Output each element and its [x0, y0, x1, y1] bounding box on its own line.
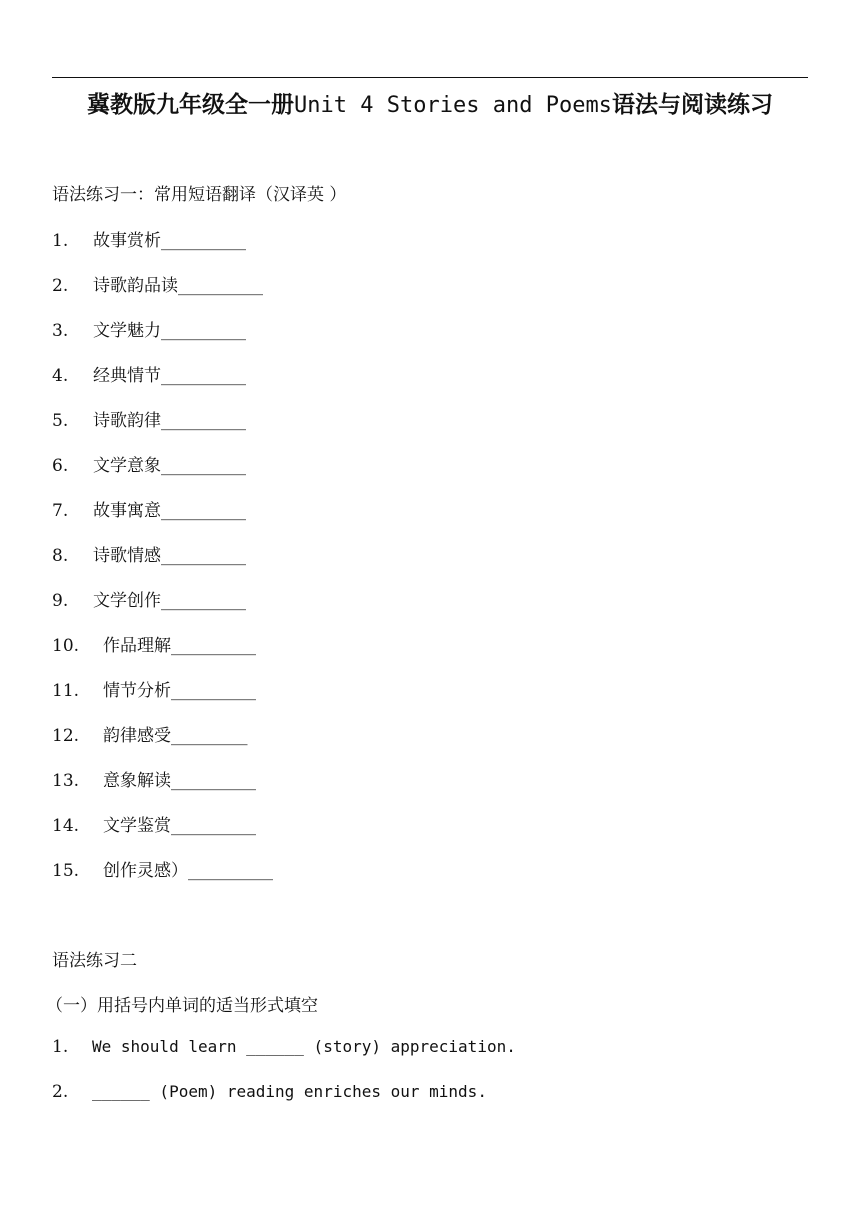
item-text: 故事赏析 — [93, 231, 161, 251]
item-number: 3. — [52, 321, 69, 341]
document-title — [0, 86, 860, 119]
item-text: 韵律感受 — [103, 726, 171, 746]
item-text: 文学创作 — [93, 591, 161, 611]
phrase-item — [52, 811, 256, 836]
title-suffix: 语法与阅读练习 — [611, 91, 773, 118]
item-number: 15. — [52, 861, 80, 881]
item-number: 7. — [52, 501, 69, 521]
item-text: 诗歌情感 — [93, 546, 161, 566]
fill-in-item — [52, 1082, 487, 1102]
item-number: 14. — [52, 816, 80, 836]
phrase-item — [52, 856, 273, 881]
answer-blank[interactable]: __________ — [188, 861, 273, 881]
item-number: 2. — [52, 1082, 69, 1102]
phrase-item — [52, 496, 246, 521]
phrase-item — [52, 406, 246, 431]
phrase-item — [52, 226, 246, 251]
item-text: 诗歌韵品读 — [93, 276, 178, 296]
phrase-item — [52, 361, 246, 386]
phrase-item — [52, 541, 246, 566]
answer-blank[interactable]: __________ — [161, 501, 246, 521]
phrase-item — [52, 631, 256, 656]
phrase-item — [52, 676, 256, 701]
item-sentence: We should learn ______ (story) appreciation. — [92, 1037, 516, 1056]
phrase-item — [52, 766, 256, 791]
item-number: 1. — [52, 1037, 69, 1057]
answer-blank[interactable]: __________ — [161, 366, 246, 386]
item-number: 9. — [52, 591, 69, 611]
item-number: 5. — [52, 411, 69, 431]
item-text: 文学魅力 — [93, 321, 161, 341]
item-number: 1. — [52, 231, 69, 251]
answer-blank[interactable]: _________ — [171, 726, 248, 746]
top-rule — [52, 77, 808, 78]
answer-blank[interactable]: __________ — [171, 771, 256, 791]
section1-heading: 语法练习一：常用短语翻译（汉译英 ） — [52, 185, 347, 205]
item-text: 经典情节 — [93, 366, 161, 386]
fill-in-item — [52, 1037, 516, 1057]
phrase-item — [52, 271, 263, 296]
answer-blank[interactable]: __________ — [171, 681, 256, 701]
item-text: 情节分析 — [103, 681, 171, 701]
title-unit: Unit 4 Stories and Poems — [294, 93, 612, 118]
answer-blank[interactable]: __________ — [178, 276, 263, 296]
item-number: 12. — [52, 726, 80, 746]
item-number: 13. — [52, 771, 80, 791]
item-sentence: ______ (Poem) reading enriches our minds. — [92, 1082, 487, 1101]
item-number: 10. — [52, 636, 80, 656]
answer-blank[interactable]: __________ — [171, 816, 256, 836]
answer-blank[interactable]: __________ — [161, 411, 246, 431]
item-text: 作品理解 — [103, 636, 171, 656]
answer-blank[interactable]: __________ — [161, 321, 246, 341]
answer-blank[interactable]: __________ — [161, 231, 246, 251]
item-number: 11. — [52, 681, 80, 701]
section2-subheading: （一）用括号内单词的适当形式填空 — [46, 996, 318, 1016]
phrase-item — [52, 451, 246, 476]
section2-heading: 语法练习二 — [52, 951, 137, 971]
item-text: 诗歌韵律 — [93, 411, 161, 431]
item-number: 8. — [52, 546, 69, 566]
phrase-item — [52, 316, 246, 341]
item-text: 创作灵感） — [103, 861, 188, 881]
answer-blank[interactable]: __________ — [161, 456, 246, 476]
item-text: 故事寓意 — [93, 501, 161, 521]
answer-blank[interactable]: __________ — [161, 591, 246, 611]
title-prefix: 冀教版九年级全一册 — [87, 91, 295, 118]
item-text: 文学意象 — [93, 456, 161, 476]
phrase-item — [52, 586, 246, 611]
phrase-item — [52, 721, 248, 746]
item-number: 2. — [52, 276, 69, 296]
item-number: 6. — [52, 456, 69, 476]
item-number: 4. — [52, 366, 69, 386]
item-text: 文学鉴赏 — [103, 816, 171, 836]
answer-blank[interactable]: __________ — [171, 636, 256, 656]
answer-blank[interactable]: __________ — [161, 546, 246, 566]
item-text: 意象解读 — [103, 771, 171, 791]
